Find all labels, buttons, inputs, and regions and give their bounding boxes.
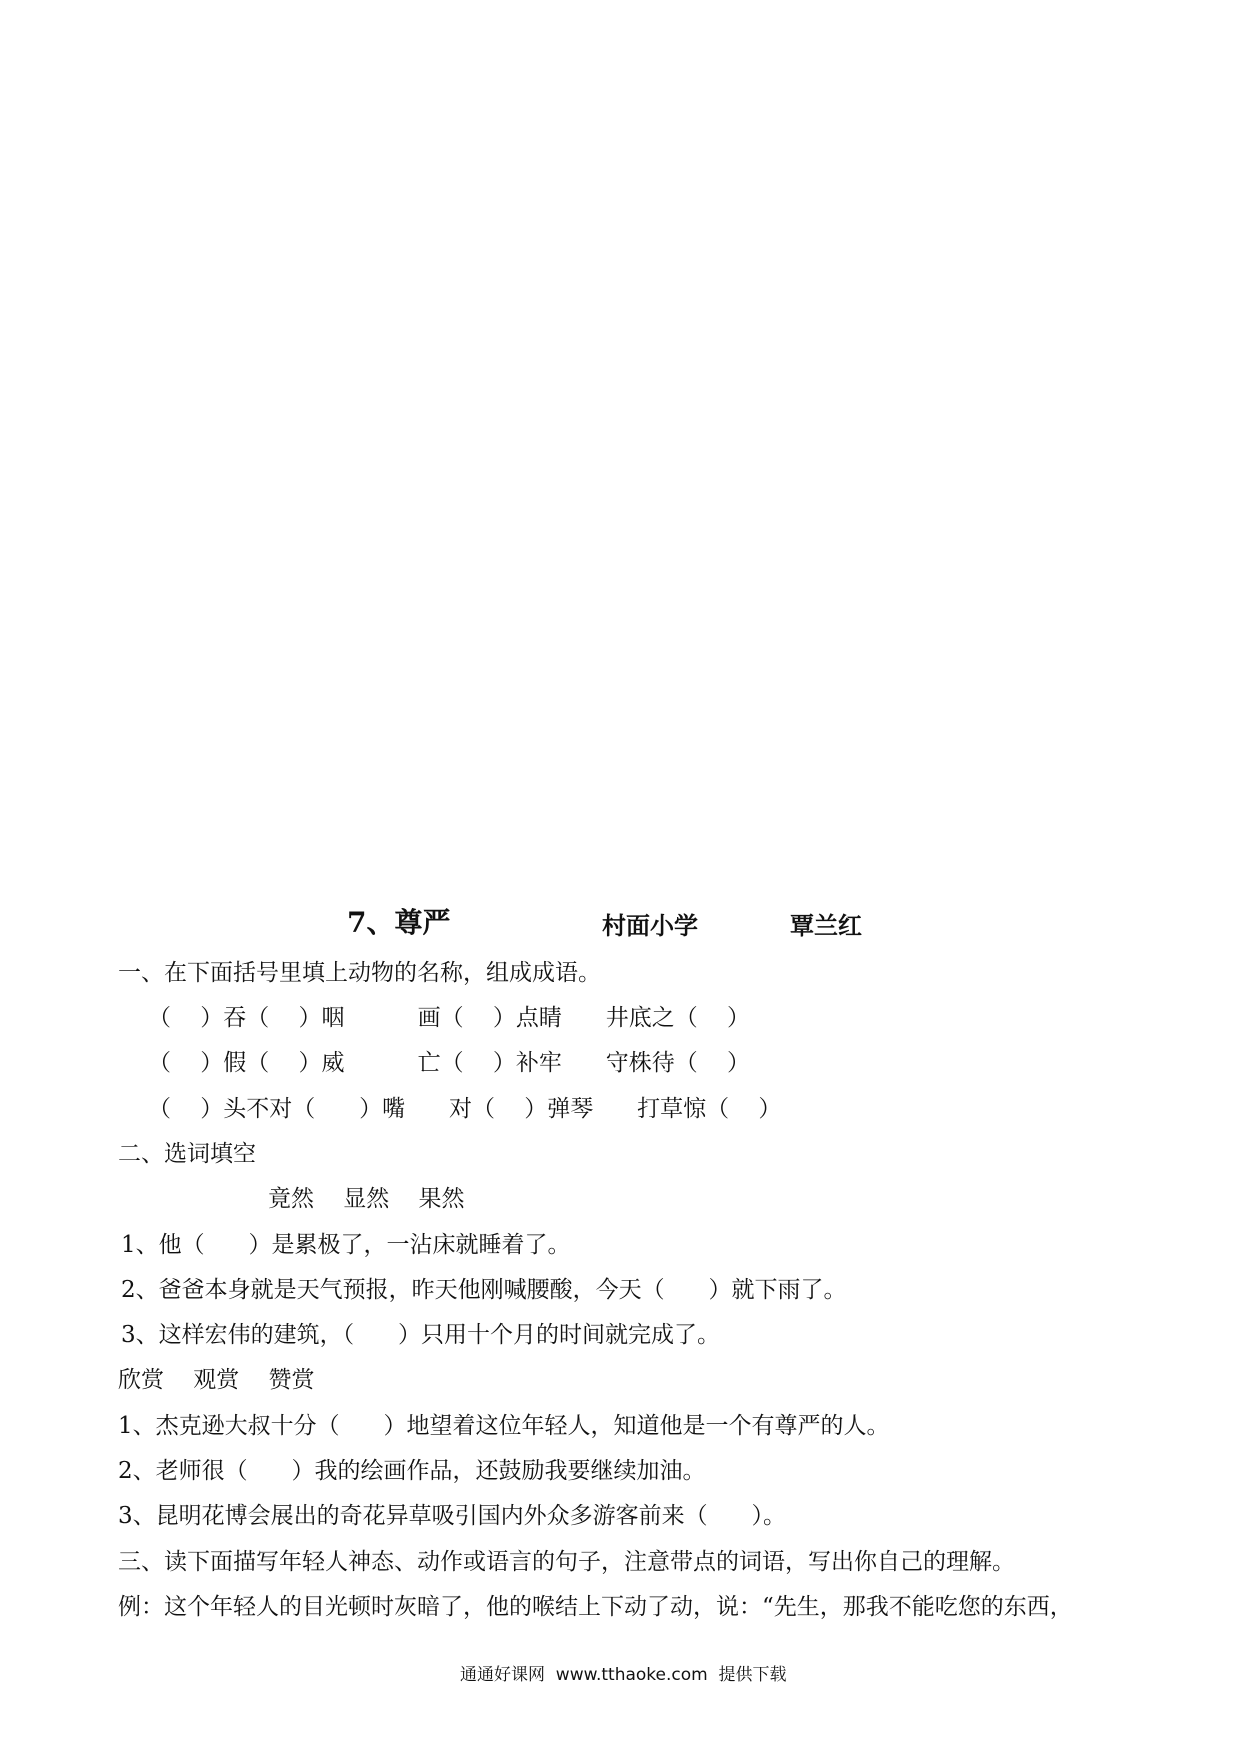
- fill-blank-item: 1、杰克逊大叔十分（ ）地望着这位年轻人，知道他是一个有尊严的人。: [118, 1413, 890, 1439]
- word-choices: 竟然 显然 果然: [268, 1186, 465, 1212]
- author-name: 覃兰红: [790, 911, 862, 940]
- idiom-row: （ ）假（ ）威 亡（ ）补牢 守株待（ ）: [148, 1050, 750, 1076]
- idiom-row: （ ）头不对（ ）嘴 对（ ）弹琴 打草惊（ ）: [148, 1096, 782, 1122]
- section-1-heading: 一、在下面括号里填上动物的名称，组成成语。: [118, 960, 601, 986]
- section-2-heading: 二、选词填空: [118, 1141, 256, 1167]
- section-3-heading: 三、读下面描写年轻人神态、动作或语言的句子，注意带点的词语，写出你自己的理解。: [118, 1549, 1015, 1575]
- fill-blank-item: 1、他（ ）是累极了，一沾床就睡着了。: [121, 1232, 571, 1258]
- school-name: 村面小学: [602, 911, 698, 940]
- idiom-row: （ ）吞（ ）咽 画（ ）点睛 井底之（ ）: [148, 1005, 750, 1031]
- fill-blank-item: 2、爸爸本身就是天气预报，昨天他刚喊腰酸，今天（ ）就下雨了。: [121, 1277, 847, 1303]
- fill-blank-item: 2、老师很（ ）我的绘画作品，还鼓励我要继续加油。: [118, 1458, 706, 1484]
- example-sentence: 例：这个年轻人的目光顿时灰暗了，他的喉结上下动了动，说：“先生，那我不能吃您的东西，: [118, 1594, 1073, 1620]
- fill-blank-item: 3、昆明花博会展出的奇花异草吸引国内外众多游客前来（ ）。: [118, 1503, 786, 1529]
- word-choices: 欣赏 观赏 赞赏: [118, 1367, 315, 1393]
- fill-blank-item: 3、这样宏伟的建筑，（ ）只用十个月的时间就完成了。: [121, 1322, 720, 1348]
- page-footer: 通通好课网 www.tthaoke.com 提供下载: [460, 1665, 787, 1685]
- lesson-title: 7、尊严: [347, 906, 451, 939]
